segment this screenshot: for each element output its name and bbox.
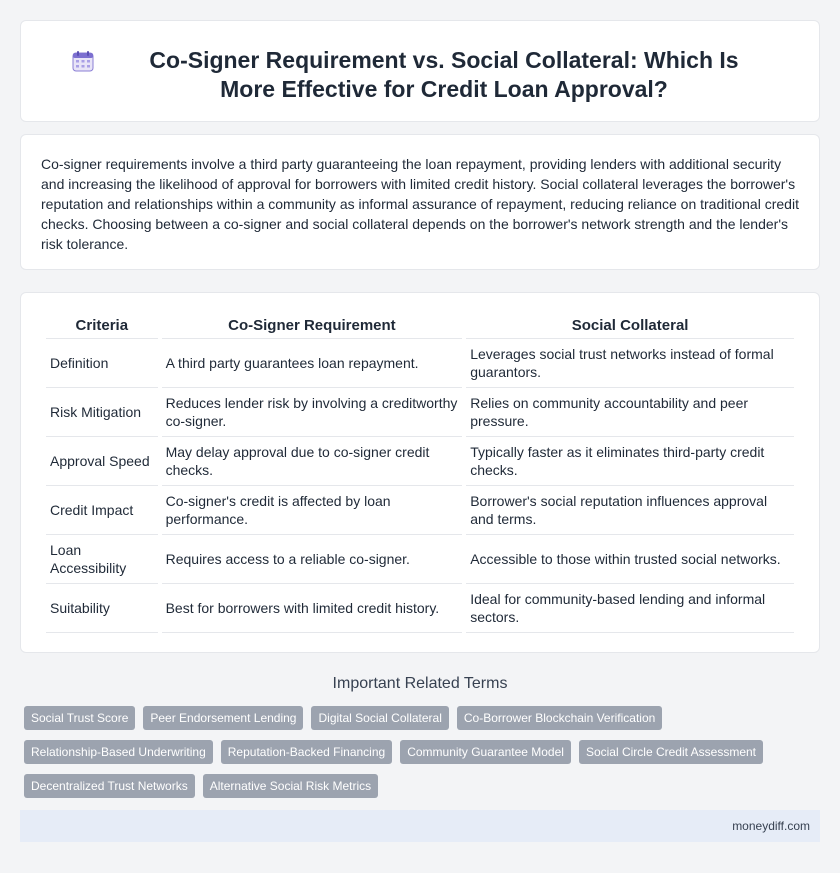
table-row bbox=[46, 339, 794, 388]
related-term-tag[interactable]: Social Circle Credit Assessment bbox=[579, 740, 763, 764]
co-signer-cell: May delay approval due to co-signer credit checks. bbox=[162, 437, 463, 486]
table-row bbox=[46, 388, 794, 437]
social-collateral-cell: Relies on community accountability and peer pressure. bbox=[466, 388, 794, 437]
social-collateral-cell: Leverages social trust networks instead of formal guarantors. bbox=[466, 339, 794, 388]
title-card bbox=[20, 20, 820, 122]
criteria-cell: Loan Accessibility bbox=[46, 535, 158, 584]
tag-row bbox=[24, 774, 824, 798]
co-signer-cell: A third party guarantees loan repayment. bbox=[162, 339, 463, 388]
criteria-cell: Credit Impact bbox=[46, 486, 158, 535]
co-signer-cell: Co-signer's credit is affected by loan performance. bbox=[162, 486, 463, 535]
co-signer-cell: Best for borrowers with limited credit history. bbox=[162, 584, 463, 633]
related-terms-list bbox=[24, 706, 824, 808]
related-term-tag[interactable]: Relationship-Based Underwriting bbox=[24, 740, 213, 764]
related-term-tag[interactable]: Social Trust Score bbox=[24, 706, 135, 730]
footer-site-link[interactable]: moneydiff.com bbox=[732, 819, 810, 833]
social-collateral-cell: Typically faster as it eliminates third-party credit checks. bbox=[466, 437, 794, 486]
related-term-tag[interactable]: Community Guarantee Model bbox=[400, 740, 571, 764]
social-collateral-cell: Ideal for community-based lending and informal sectors. bbox=[466, 584, 794, 633]
intro-card bbox=[20, 134, 820, 270]
related-term-tag[interactable]: Peer Endorsement Lending bbox=[143, 706, 303, 730]
social-collateral-cell: Accessible to those within trusted social networks. bbox=[466, 535, 794, 584]
social-collateral-cell: Borrower's social reputation influences approval and terms. bbox=[466, 486, 794, 535]
comparison-table bbox=[42, 313, 798, 633]
table-row bbox=[46, 437, 794, 486]
criteria-cell: Approval Speed bbox=[46, 437, 158, 486]
criteria-cell: Risk Mitigation bbox=[46, 388, 158, 437]
table-row bbox=[46, 535, 794, 584]
related-term-tag[interactable]: Digital Social Collateral bbox=[311, 706, 448, 730]
header-criteria: Criteria bbox=[46, 313, 158, 339]
page-title: Co-Signer Requirement vs. Social Collateral: Which Is More Effective for Credit Loan Approval? bbox=[149, 47, 739, 102]
criteria-cell: Definition bbox=[46, 339, 158, 388]
co-signer-cell: Reduces lender risk by involving a creditworthy co-signer. bbox=[162, 388, 463, 437]
related-term-tag[interactable]: Alternative Social Risk Metrics bbox=[203, 774, 378, 798]
table-row bbox=[46, 486, 794, 535]
header-social-collateral: Social Collateral bbox=[466, 313, 794, 339]
header-co-signer: Co-Signer Requirement bbox=[162, 313, 463, 339]
tag-row bbox=[24, 740, 824, 764]
table-row bbox=[46, 584, 794, 633]
co-signer-cell: Requires access to a reliable co-signer. bbox=[162, 535, 463, 584]
comparison-card bbox=[20, 292, 820, 653]
related-term-tag[interactable]: Co-Borrower Blockchain Verification bbox=[457, 706, 662, 730]
footer bbox=[20, 810, 820, 842]
criteria-cell: Suitability bbox=[46, 584, 158, 633]
related-terms-heading: Important Related Terms bbox=[332, 675, 508, 692]
intro-paragraph: Co-signer requirements involve a third party guaranteeing the loan repayment, providing lenders with additional security and increasing the likelihood of approval for borrowers with limited credit history. Social collateral leverages the borrower's reputation and relationships within a community as informal assurance of repayment, reducing reliance on traditional credit checks. Choosing between a co-signer and social collateral depends on the borrower's network strength and the lender's risk tolerance. bbox=[41, 156, 799, 252]
tag-row bbox=[24, 706, 824, 730]
table-header-row bbox=[46, 313, 794, 339]
title-row bbox=[21, 21, 819, 104]
related-term-tag[interactable]: Reputation-Backed Financing bbox=[221, 740, 392, 764]
related-term-tag[interactable]: Decentralized Trust Networks bbox=[24, 774, 195, 798]
calendar-icon bbox=[71, 49, 95, 73]
